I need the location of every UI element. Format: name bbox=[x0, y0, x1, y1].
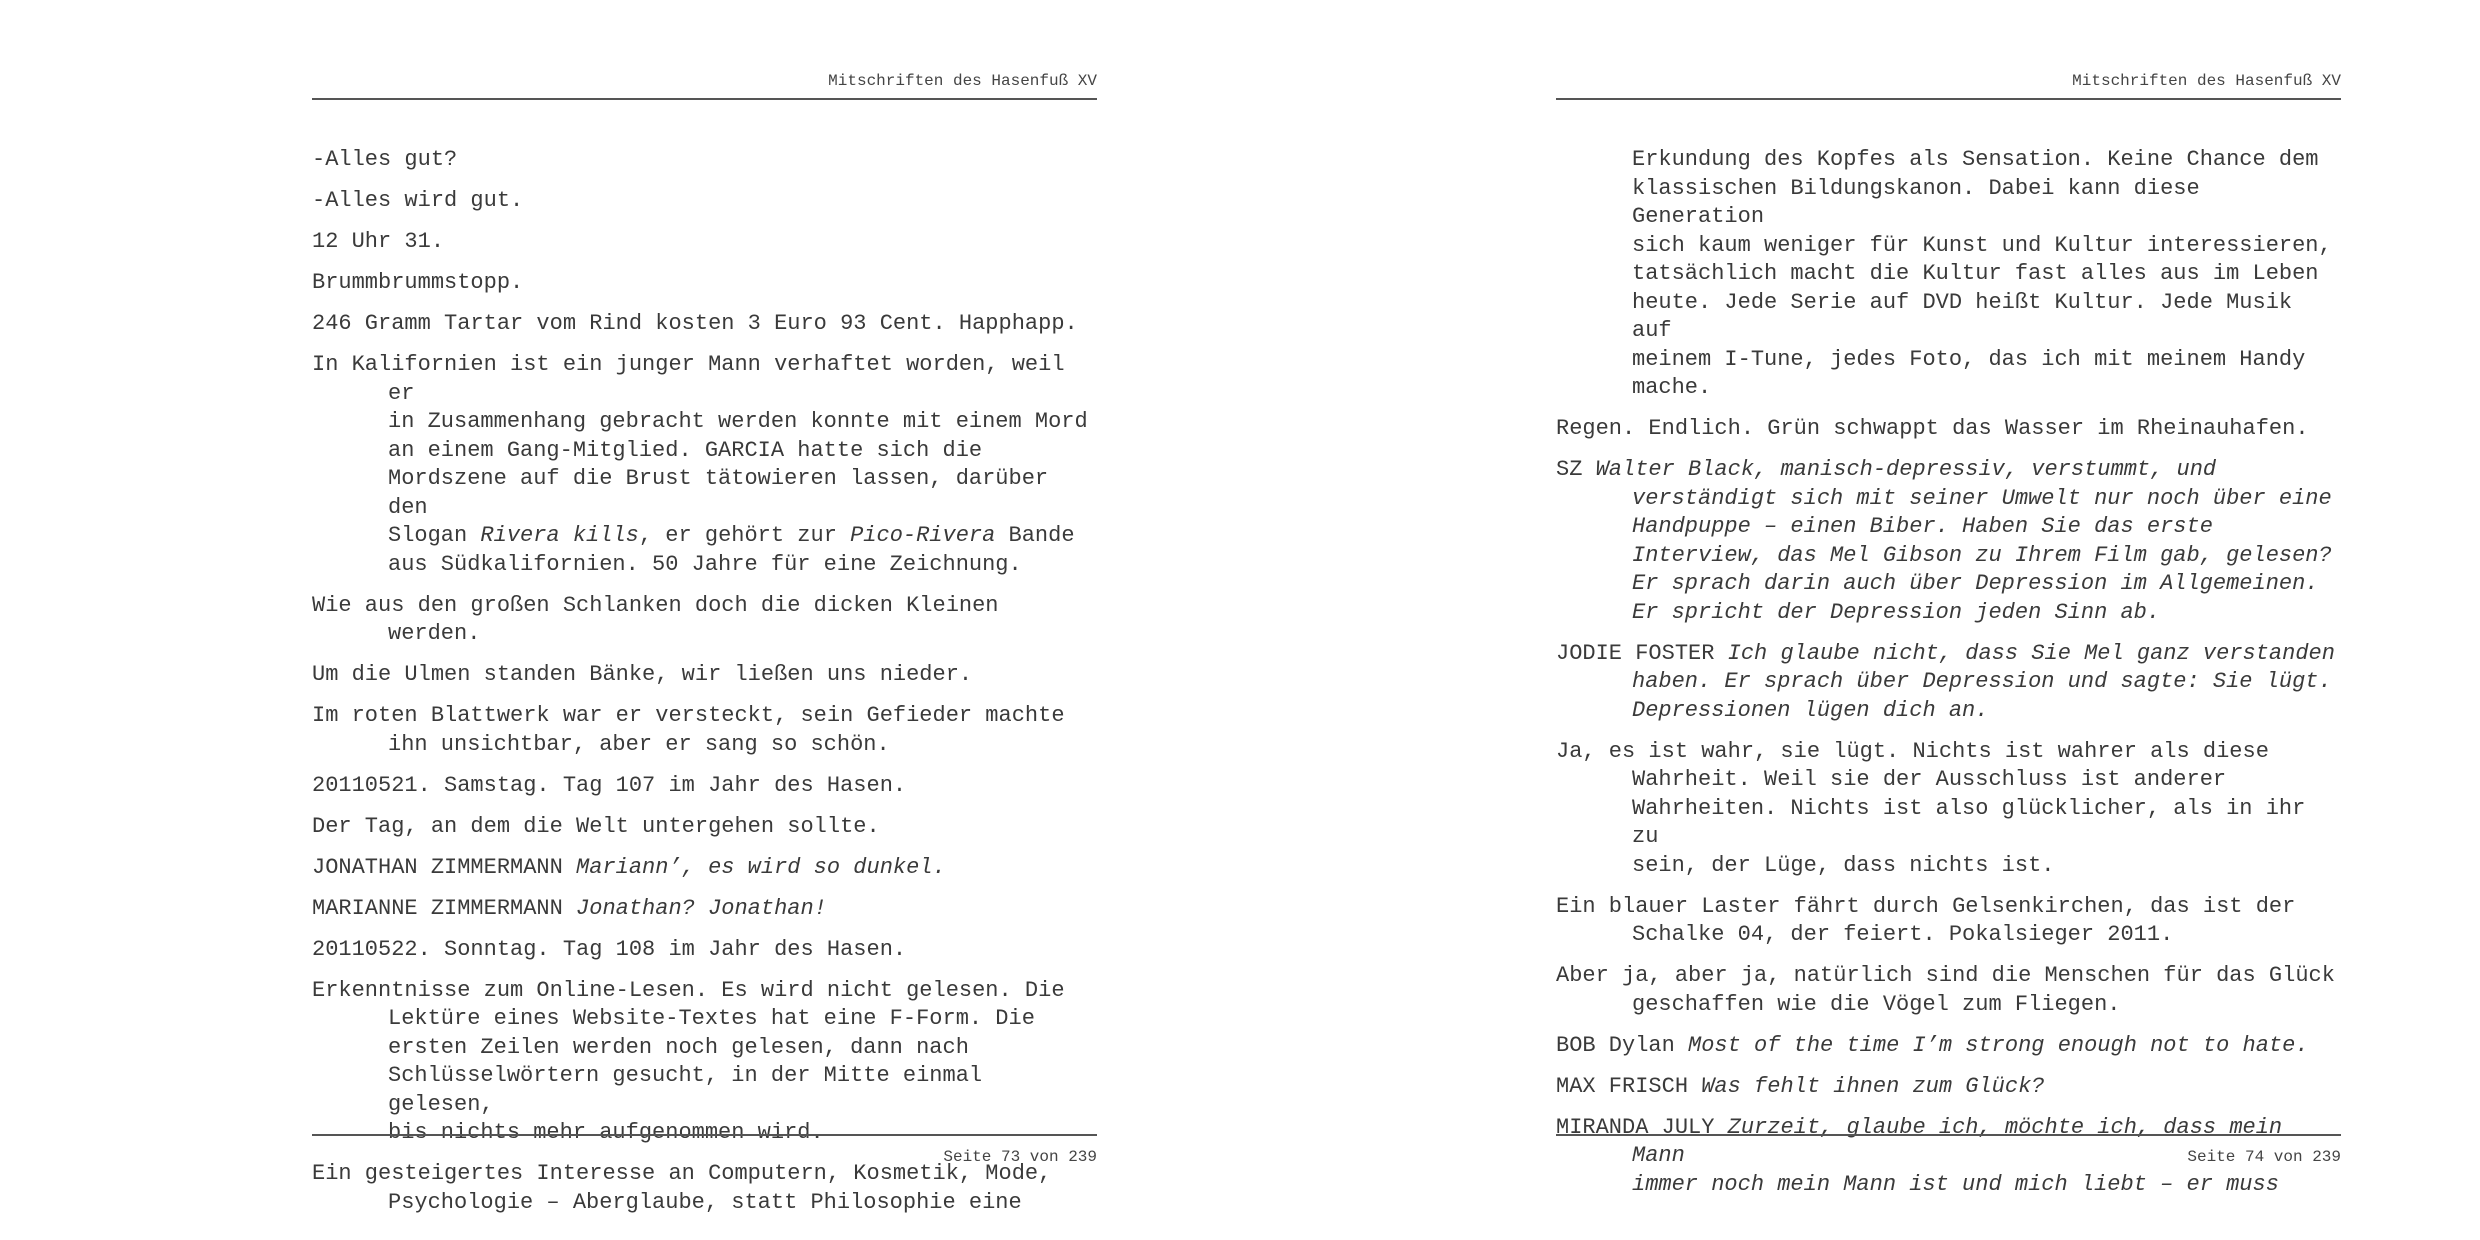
paragraph bbox=[312, 936, 1097, 965]
line: aus Südkalifornien. 50 Jahre für eine Zeichnung. bbox=[388, 551, 1022, 577]
paragraph bbox=[312, 702, 1097, 759]
line: tatsächlich macht die Kultur fast alles aus im Leben bbox=[1632, 261, 2319, 286]
line: heute. Jede Serie auf DVD heißt Kultur. Jede Musik auf bbox=[1632, 289, 2293, 343]
speech-text: Handpuppe – einen Biber. Haben Sie das erste bbox=[1632, 514, 2213, 539]
speech-text: Interview, das Mel Gibson zu Ihrem Film gab, gelesen? bbox=[1632, 542, 2332, 568]
speaker-name: MAX FRISCH bbox=[1556, 1073, 1689, 1099]
line: in Zusammenhang gebracht werden konnte mit einem Mord bbox=[388, 409, 1088, 434]
paragraph bbox=[312, 592, 1097, 649]
line: an einem Gang-Mitglied. GARCIA hatte sich die bbox=[388, 437, 983, 463]
line: mache. bbox=[1632, 375, 1712, 400]
paragraph bbox=[1556, 738, 2341, 881]
line: ersten Zeilen werden noch gelesen, dann nach bbox=[388, 1034, 969, 1060]
line: meinem I-Tune, jedes Foto, das ich mit meinem Handy bbox=[1632, 346, 2306, 372]
speech-text: Zurzeit, glaube ich, möchte ich, dass mein Mann bbox=[1632, 1114, 2283, 1168]
line: Ein blauer Laster fährt durch Gelsenkirchen, das ist der bbox=[1556, 893, 2296, 919]
paragraph bbox=[312, 187, 1097, 216]
line: sich kaum weniger für Kunst und Kultur interessieren, bbox=[1632, 232, 2332, 258]
header-rule bbox=[1556, 98, 2341, 100]
speech-text: Ich glaube nicht, dass Sie Mel ganz verstanden bbox=[1727, 640, 2335, 666]
header-rule bbox=[312, 98, 1097, 100]
speech-text: Walter Black, manisch-depressiv, verstummt, und bbox=[1595, 457, 2217, 482]
paragraph bbox=[1556, 962, 2341, 1019]
left-page bbox=[312, 0, 1097, 1240]
dialogue-line bbox=[1556, 456, 2341, 627]
line: Wahrheiten. Nichts ist also glücklicher, als in ihr zu bbox=[1632, 795, 2306, 849]
speaker-name: BOB Dylan bbox=[1556, 1032, 1675, 1058]
line: Im roten Blattwerk war er versteckt, sein Gefieder machte bbox=[312, 703, 1065, 728]
dialogue-line bbox=[1556, 1032, 2341, 1061]
speech-text: verständigt sich mit seiner Umwelt nur noch über eine bbox=[1632, 485, 2332, 511]
paragraph bbox=[312, 310, 1097, 339]
dialogue-line bbox=[1556, 640, 2341, 726]
paragraph-text: Um die Ulmen standen Bänke, wir ließen uns nieder. bbox=[312, 662, 973, 687]
line: ihn unsichtbar, aber er sang so schön. bbox=[388, 731, 890, 757]
paragraph-text: 20110521. Samstag. Tag 107 im Jahr des Hasen. bbox=[312, 772, 907, 798]
speech-text: haben. Er sprach über Depression und sagte: Sie lügt. bbox=[1632, 669, 2332, 694]
paragraph bbox=[312, 146, 1097, 175]
paragraph-text: Brummbrummstopp. bbox=[312, 270, 524, 295]
paragraph bbox=[312, 228, 1097, 257]
footer-rule bbox=[312, 1134, 1097, 1136]
line: Erkenntnisse zum Online-Lesen. Es wird nicht gelesen. Die bbox=[312, 977, 1065, 1003]
right-page bbox=[1556, 0, 2341, 1240]
line: bis nichts mehr aufgenommen wird. bbox=[388, 1120, 824, 1145]
speaker-name: JODIE FOSTER bbox=[1556, 640, 1715, 666]
speech-text: immer noch mein Mann ist und mich liebt – er muss bbox=[1632, 1171, 2279, 1197]
page-number: Seite 73 von 239 bbox=[943, 1148, 1097, 1166]
paragraph bbox=[312, 813, 1097, 842]
paragraph-text: Wie aus den großen Schlanken doch die dicken Kleinen werden. bbox=[312, 592, 999, 646]
page-body bbox=[1556, 146, 2341, 1212]
italic-title: Pico-Rivera bbox=[850, 523, 996, 548]
paragraph bbox=[312, 269, 1097, 298]
paragraph bbox=[1556, 415, 2341, 444]
line: Schalke 04, der feiert. Pokalsieger 2011. bbox=[1632, 922, 2174, 947]
line: Ja, es ist wahr, sie lügt. Nichts ist wahrer als diese bbox=[1556, 738, 2269, 764]
line: Mordszene auf die Brust tätowieren lassen, darüber den bbox=[388, 466, 1049, 520]
speech-text: Was fehlt ihnen zum Glück? bbox=[1701, 1073, 2045, 1099]
speech-text: Er sprach darin auch über Depression im Allgemeinen. bbox=[1632, 571, 2319, 596]
paragraph-text: Der Tag, an dem die Welt untergehen sollte. bbox=[312, 813, 880, 839]
paragraph bbox=[312, 351, 1097, 579]
speech-text: Mariann’, es wird so dunkel. bbox=[576, 854, 946, 880]
page-number: Seite 74 von 239 bbox=[2187, 1148, 2341, 1166]
line: Wahrheit. Weil sie der Ausschluss ist anderer bbox=[1632, 767, 2227, 792]
footer-rule bbox=[1556, 1134, 2341, 1136]
line: In Kalifornien ist ein junger Mann verhaftet worden, weil er bbox=[312, 352, 1065, 406]
line-part: Bande bbox=[995, 523, 1075, 548]
line: Lektüre eines Website-Textes hat eine F-Form. Die bbox=[388, 1006, 1035, 1031]
paragraph bbox=[312, 772, 1097, 801]
line: Erkundung des Kopfes als Sensation. Keine Chance dem bbox=[1632, 147, 2319, 172]
page-body bbox=[312, 146, 1097, 1230]
dialogue-line bbox=[312, 854, 1097, 883]
line: klassischen Bildungskanon. Dabei kann diese Generation bbox=[1632, 175, 2200, 229]
paragraph-text: -Alles gut? bbox=[312, 147, 458, 172]
speech-text: Jonathan? Jonathan! bbox=[576, 895, 827, 921]
running-header: Mitschriften des Hasenfuß XV bbox=[2072, 72, 2341, 90]
speech-text: Most of the time I’m strong enough not to hate. bbox=[1688, 1032, 2309, 1058]
paragraph bbox=[312, 1160, 1097, 1217]
speech-text: Er spricht der Depression jeden Sinn ab. bbox=[1632, 599, 2161, 625]
paragraph-text: Regen. Endlich. Grün schwappt das Wasser im Rheinauhafen. bbox=[1556, 416, 2309, 441]
paragraph-text: -Alles wird gut. bbox=[312, 188, 524, 213]
paragraph bbox=[1556, 893, 2341, 950]
line-part: , er gehört zur bbox=[638, 523, 851, 548]
dialogue-line bbox=[1556, 1073, 2341, 1102]
speaker-name: MARIANNE ZIMMERMANN bbox=[312, 895, 563, 921]
speaker-name: SZ bbox=[1556, 457, 1583, 482]
paragraph-text: 20110522. Sonntag. Tag 108 im Jahr des Hasen. bbox=[312, 936, 907, 962]
line: Psychologie – Aberglaube, statt Philosophie eine bbox=[388, 1189, 1022, 1215]
paragraph bbox=[312, 661, 1097, 690]
speaker-name: JONATHAN ZIMMERMANN bbox=[312, 854, 563, 880]
italic-title: Rivera kills bbox=[480, 523, 639, 548]
line: Aber ja, aber ja, natürlich sind die Menschen für das Glück bbox=[1556, 963, 2335, 988]
line: Schlüsselwörtern gesucht, in der Mitte einmal gelesen, bbox=[388, 1063, 983, 1117]
speaker-name: MIRANDA JULY bbox=[1556, 1114, 1715, 1140]
line: sein, der Lüge, dass nichts ist. bbox=[1632, 852, 2055, 878]
paragraph-text: 246 Gramm Tartar vom Rind kosten 3 Euro 93 Cent. Happhapp. bbox=[312, 311, 1078, 336]
speech-text: Depressionen lügen dich an. bbox=[1632, 697, 1989, 723]
line: Ein gesteigertes Interesse an Computern, Kosmetik, Mode, bbox=[312, 1161, 1052, 1186]
running-header: Mitschriften des Hasenfuß XV bbox=[828, 72, 1097, 90]
line-part: Slogan bbox=[388, 523, 481, 548]
dialogue-line bbox=[312, 895, 1097, 924]
paragraph-text: 12 Uhr 31. bbox=[312, 229, 445, 254]
continued-paragraph bbox=[1556, 146, 2341, 403]
line: geschaffen wie die Vögel zum Fliegen. bbox=[1632, 991, 2121, 1017]
paragraph bbox=[312, 977, 1097, 1148]
